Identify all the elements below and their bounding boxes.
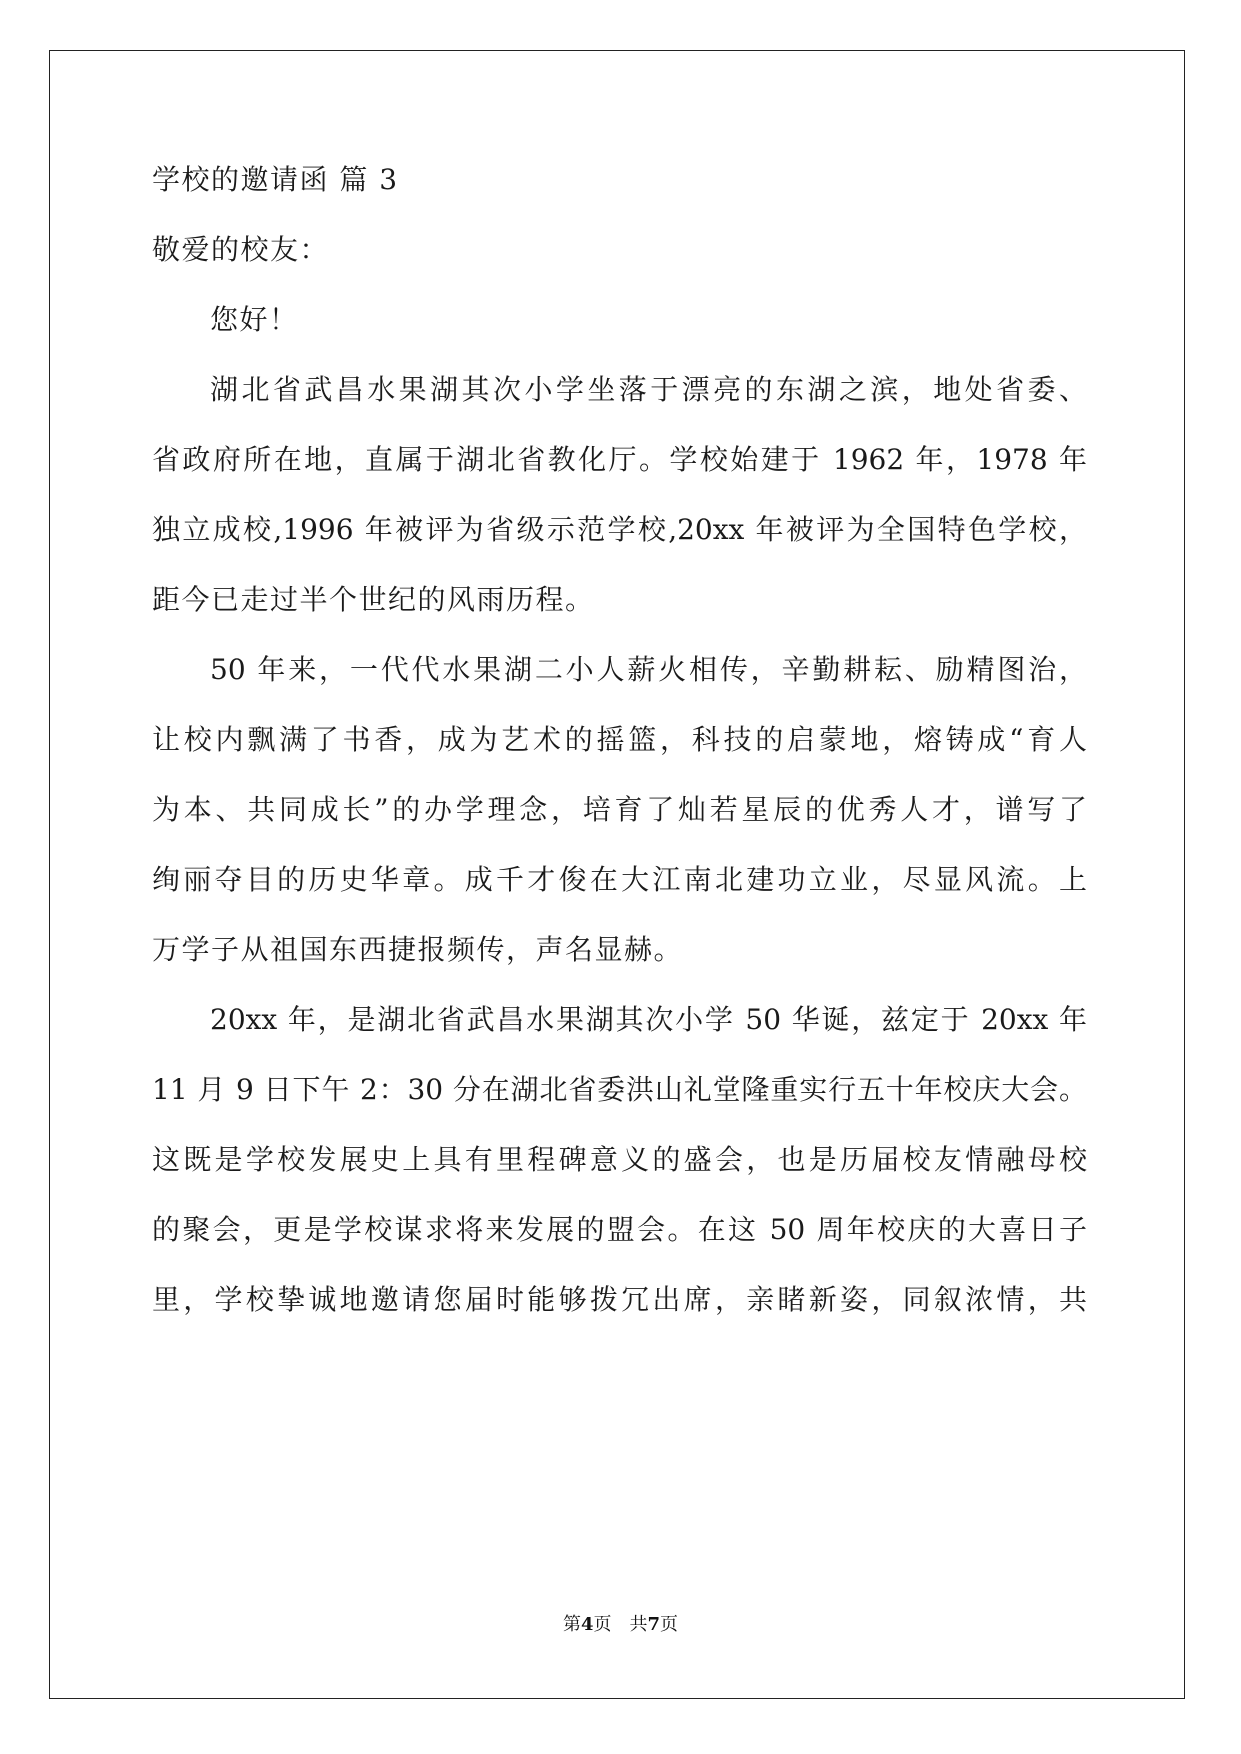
paragraph-line: 绚丽夺目的历史华章。成千才俊在大江南北建功立业，尽显风流。上: [152, 863, 1087, 896]
page-current: 4: [580, 1614, 594, 1635]
salutation: 敬爱的校友：: [152, 233, 330, 266]
paragraph-line: 省政府所在地，直属于湖北省教化厅。学校始建于 1962 年，1978 年: [152, 443, 1087, 476]
paragraph-line: 50 年来，一代代水果湖二小人薪火相传，辛勤耕耘、励精图治，: [210, 653, 1087, 686]
paragraph-line: 11 月 9 日下午 2：30 分在湖北省委洪山礼堂隆重实行五十年校庆大会。: [152, 1073, 1087, 1106]
paragraph-line: 20xx 年，是湖北省武昌水果湖其次小学 50 华诞，兹定于 20xx 年: [210, 1003, 1087, 1036]
paragraph-line: 的聚会，更是学校谋求将来发展的盟会。在这 50 周年校庆的大喜日子: [152, 1213, 1087, 1246]
paragraph-line: 里，学校挚诚地邀请您届时能够拨冗出席，亲睹新姿，同叙浓情，共: [152, 1283, 1087, 1316]
paragraph-line: 距今已走过半个世纪的风雨历程。: [152, 583, 595, 616]
page-label-prefix: 第: [562, 1614, 581, 1635]
paragraph-line: 为本、共同成长”的办学理念，培育了灿若星辰的优秀人才，谱写了: [152, 793, 1087, 826]
paragraph-line: 这既是学校发展史上具有里程碑意义的盛会，也是历届校友情融母校: [152, 1143, 1087, 1176]
paragraph-line: 万学子从祖国东西捷报频传，声名显赫。: [152, 933, 684, 966]
page-total: 7: [647, 1614, 661, 1635]
paragraph-line: 让校内飘满了书香，成为艺术的摇篮，科技的启蒙地，熔铸成“育人: [152, 723, 1087, 756]
document-heading: 学校的邀请函 篇 3: [152, 163, 399, 196]
paragraph-line: 湖北省武昌水果湖其次小学坐落于漂亮的东湖之滨，地处省委、: [210, 373, 1087, 406]
page-label-mid: 页 共: [593, 1614, 648, 1635]
paragraph-line: 独立成校,1996 年被评为省级示范学校,20xx 年被评为全国特色学校，: [152, 513, 1087, 546]
greeting: 您好！: [210, 303, 299, 336]
page-footer: [0, 1610, 1241, 1636]
page-label-suffix: 页: [660, 1614, 679, 1635]
